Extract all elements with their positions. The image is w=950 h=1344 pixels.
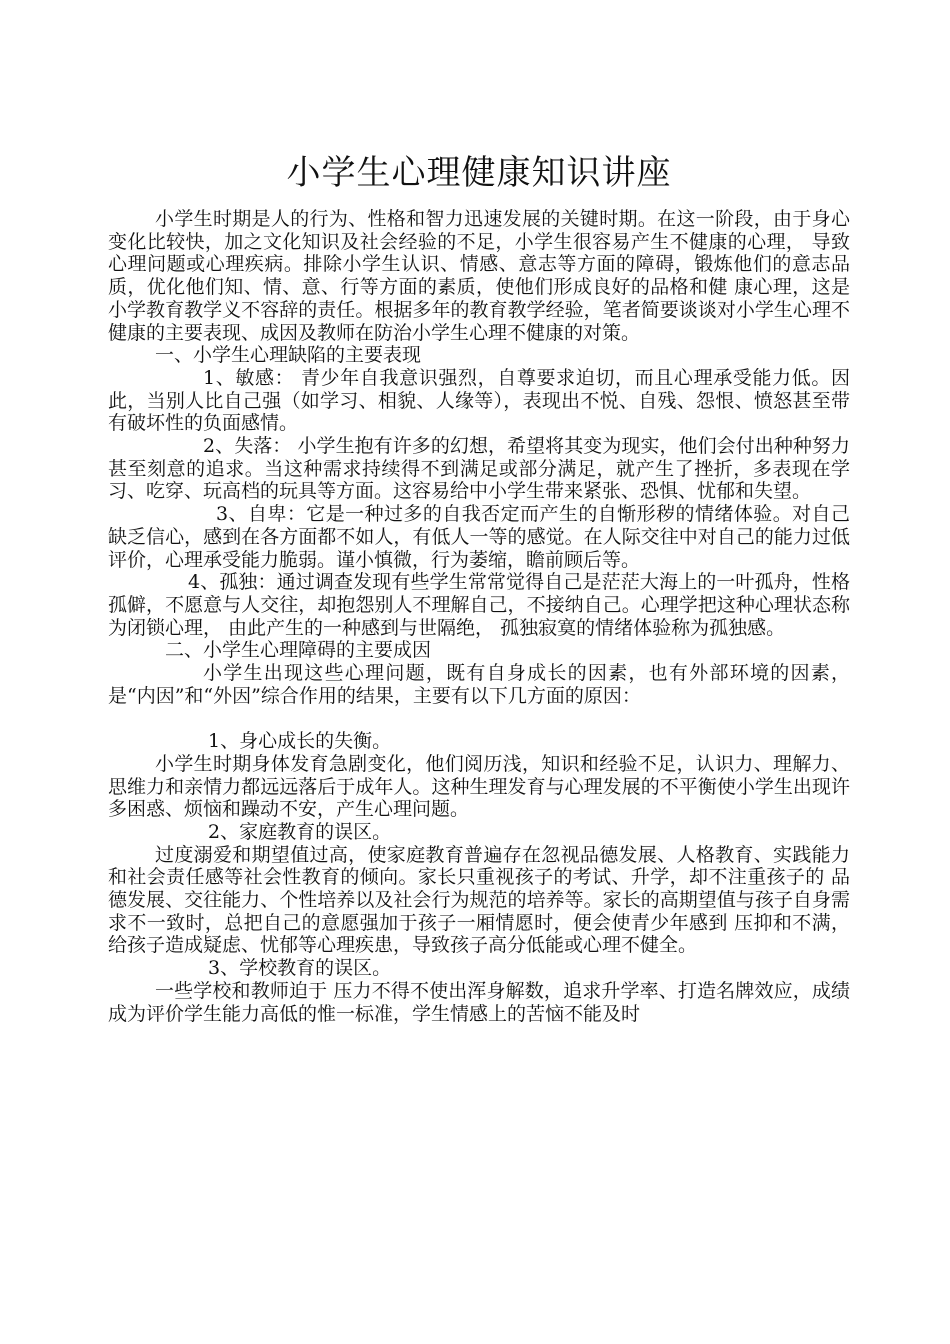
cause-2-text: 过度溺爱和期望值过高，使家庭教育普遍存在忽视品德发展、人格教育、实践能力和社会责任感等社会性教育的倾向。家长只重视孩子的考试、升学，却不注重孩子的 品德发展、交往能力、个性培养以及社会行为规范的培养等。家长的高期望值与孩子自身需求不一致时，总把自己的意愿强加于孩子一厢情愿时，便会使青少年感到 压抑和不满，给孩子造成疑虑、忧郁等心理疾患，导致孩子高分低能或心理不健全。 <box>108 843 850 957</box>
cause-3-text: 一些学校和教师迫于 压力不得不使出浑身解数，追求升学率、打造名牌效应，成绩成为评价学生能力高低的惟一标准，学生情感上的苦恼不能及时 <box>108 979 850 1025</box>
cause-2-heading: 2、家庭教育的误区。 <box>208 820 392 843</box>
cause-3-heading: 3、学校教育的误区。 <box>208 957 392 980</box>
cause-1-text: 小学生时期身体发育急剧变化，他们阅历浅，知识和经验不足，认识力、理解力、思维力和亲情力都远远落后于成年人。这种生理发育与心理发展的不平衡使小学生出现许多困惑、烦恼和躁动不安，产生心理问题。 <box>108 752 850 821</box>
section-heading-2: 二、小学生心理障碍的主要成因 <box>165 639 432 662</box>
cause-1-heading: 1、身心成长的失衡。 <box>208 730 392 753</box>
blank-line <box>108 707 850 730</box>
section-heading-1: 一、小学生心理缺陷的主要表现 <box>155 344 422 367</box>
page-title: 小学生心理健康知识讲座 <box>286 153 672 193</box>
item-inferiority: 3、自卑：它是一种过多的自我否定而产生的自惭形秽的情绪体验。对自己缺乏信心，感到在各方面都不如人，有低人一等的感觉。在人际交往中对自己的能力过低评价，心理承受能力脆弱。谨小慎微，行为萎缩，瞻前顾后等。 <box>108 503 850 571</box>
document-body <box>108 150 850 1025</box>
item-loss: 2、失落： 小学生抱有许多的幻想，希望将其变为现实，他们会付出种种努力甚至刻意的追求。当这种需求持续得不到满足或部分满足，就产生了挫折，多表现在学习、吃穿、玩高档的玩具等方面。这容易给中小学生带来紧张、恐惧、忧郁和失望。 <box>108 435 850 503</box>
intro-paragraph: 小学生时期是人的行为、性格和智力迅速发展的关键时期。在这一阶段，由于身心变化比较快，加之文化知识及社会经验的不足，小学生很容易产生不健康的心理， 导致心理问题或心理疾病。排除小学生认识、情感、意志等方面的障碍，锻炼他们的意志品质，优化他们知、情、意、行等方面的素质，使他们形成良好的品格和健 康心理，这是小学教育教学义不容辞的责任。根据多年的教育教学经验，笔者简要谈谈对小学生心理不健康的主要表现、成因及教师在防治小学生心理不健康的对策。 <box>108 208 850 344</box>
causes-intro: 小学生出现这些心理问题，既有自身成长的因素，也有外部环境的因素，是“内因”和“外因”综合作用的结果，主要有以下几方面的原因： <box>108 662 850 707</box>
item-loneliness: 4、孤独：通过调查发现有些学生常常觉得自己是茫茫大海上的一叶孤舟，性格孤僻，不愿意与人交往，却抱怨别人不理解自己，不接纳自己。心理学把这种心理状态称为闭锁心理， 由此产生的一种感到与世隔绝， 孤独寂寞的情绪体验称为孤独感。 <box>108 571 850 639</box>
item-sensitive: 1、敏感： 青少年自我意识强烈，自尊要求迫切，而且心理承受能力低。因此，当别人比自己强（如学习、相貌、人缘等），表现出不悦、自残、怨恨、愤怒甚至带有破坏性的负面感情。 <box>108 366 850 435</box>
